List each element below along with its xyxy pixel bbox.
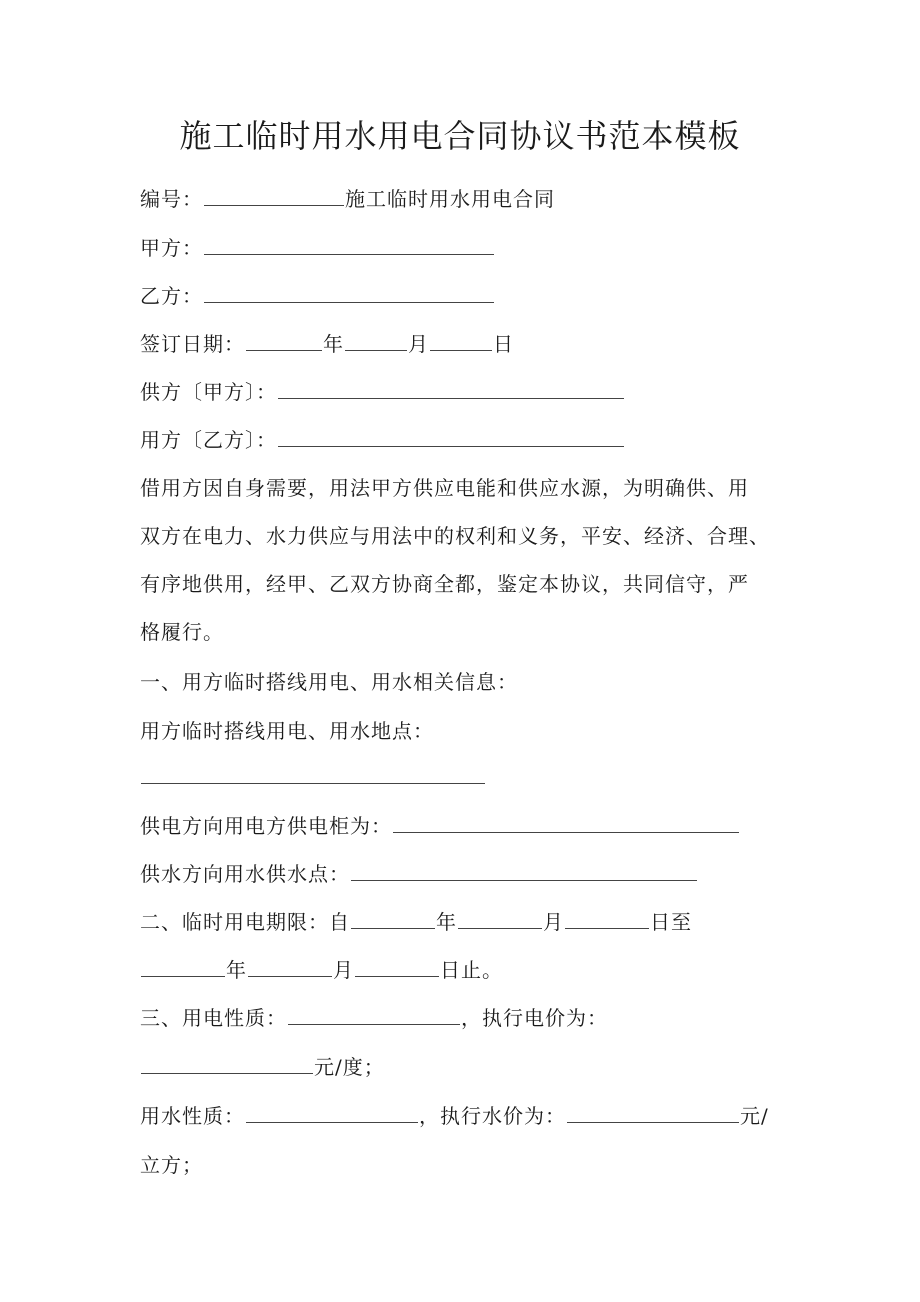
section-1-heading: 一、用方临时搭线用电、用水相关信息： [140, 670, 518, 694]
start-year-label: 年 [436, 910, 457, 934]
contract-number-label: 编号： [140, 187, 203, 211]
start-day-label: 日至 [650, 910, 692, 934]
water-unit-label-b: 立方； [140, 1153, 203, 1177]
contract-number-row [140, 184, 555, 214]
sign-year-label: 年 [323, 332, 344, 356]
start-year-blank[interactable] [351, 908, 435, 929]
intro-line-4: 格履行。 [140, 620, 224, 644]
water-point-label: 供水方向用水供水点： [140, 862, 350, 886]
electricity-nature-label: 三、用电性质： [140, 1006, 287, 1030]
start-month-blank[interactable] [458, 908, 542, 929]
intro-line-2: 双方在电力、水力供应与用法中的权利和义务，平安、经济、合理、 [140, 524, 770, 548]
section-2-row-1 [140, 907, 692, 937]
sign-date-label: 签订日期： [140, 332, 245, 356]
section-3-row-3 [140, 1101, 769, 1131]
section-3-row-2 [140, 1052, 385, 1082]
water-nature-label: 用水性质： [140, 1104, 245, 1128]
party-b-label: 乙方： [140, 284, 203, 308]
cabinet-row [140, 811, 740, 841]
intro-line-3: 有序地供用，经甲、乙双方协商全都，鉴定本协议，共同信守，严 [140, 572, 749, 596]
cabinet-blank[interactable] [393, 812, 739, 833]
end-year-blank[interactable] [141, 956, 225, 977]
cabinet-label: 供电方向用电方供电柜为： [140, 814, 392, 838]
sign-day-label: 日 [493, 332, 514, 356]
water-price-label: ，执行水价为： [419, 1104, 566, 1128]
sign-day-blank[interactable] [430, 330, 492, 351]
water-point-row [140, 859, 698, 889]
sign-date-row [140, 329, 514, 359]
party-a-row [140, 233, 495, 263]
user-row [140, 425, 625, 455]
period-label: 二、临时用电期限：自 [140, 910, 350, 934]
end-day-blank[interactable] [355, 956, 439, 977]
electricity-price-label: ，执行电价为： [461, 1006, 608, 1030]
end-month-blank[interactable] [248, 956, 332, 977]
end-month-label: 月 [333, 958, 354, 982]
location-label: 用方临时搭线用电、用水地点： [140, 719, 434, 743]
water-nature-blank[interactable] [246, 1102, 418, 1123]
contract-number-suffix: 施工临时用水用电合同 [345, 187, 555, 211]
location-blank[interactable] [141, 763, 485, 784]
electricity-nature-blank[interactable] [288, 1004, 460, 1025]
user-blank[interactable] [278, 426, 624, 447]
sign-month-label: 月 [408, 332, 429, 356]
sign-month-blank[interactable] [345, 330, 407, 351]
party-a-blank[interactable] [204, 234, 494, 255]
water-unit-label-a: 元/ [740, 1104, 769, 1128]
party-b-blank[interactable] [204, 282, 494, 303]
supplier-row [140, 377, 625, 407]
end-year-label: 年 [226, 958, 247, 982]
party-a-label: 甲方： [140, 236, 203, 260]
water-price-blank[interactable] [567, 1102, 739, 1123]
electricity-unit-label: 元/度； [314, 1055, 385, 1079]
supplier-blank[interactable] [278, 378, 624, 399]
party-b-row [140, 281, 495, 311]
section-3-row-1 [140, 1003, 608, 1033]
document-title: 施工临时用水用电合同协议书范本模板 [179, 117, 741, 155]
water-point-blank[interactable] [351, 860, 697, 881]
contract-number-blank[interactable] [204, 185, 344, 206]
supplier-label: 供方〔甲方〕： [140, 380, 277, 404]
location-row [140, 762, 486, 792]
user-label: 用方〔乙方〕： [140, 428, 277, 452]
sign-year-blank[interactable] [246, 330, 322, 351]
intro-line-1: 借用方因自身需要，用法甲方供应电能和供应水源，为明确供、用 [140, 476, 749, 500]
start-day-blank[interactable] [565, 908, 649, 929]
electricity-price-blank[interactable] [141, 1053, 313, 1074]
section-2-row-2 [140, 955, 503, 985]
end-day-label: 日止。 [440, 958, 503, 982]
start-month-label: 月 [543, 910, 564, 934]
